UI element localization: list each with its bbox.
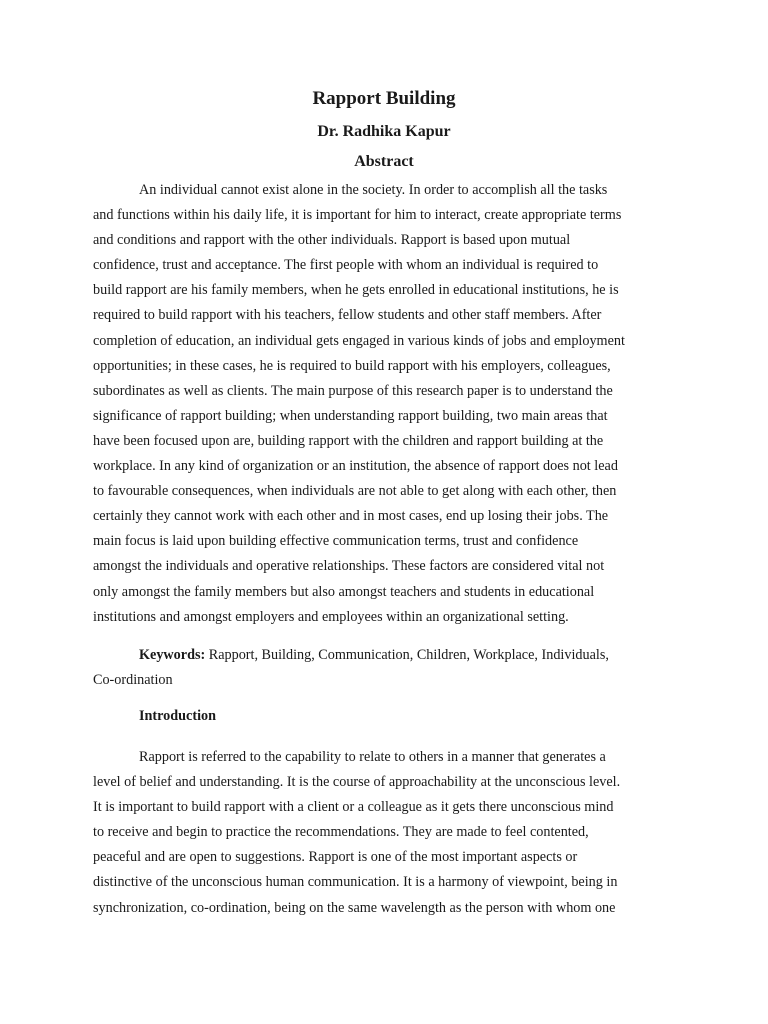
abstract-line: certainly they cannot work with each other and in most cases, end up losing their jobs. The (93, 508, 609, 525)
abstract-heading: Abstract (354, 153, 414, 170)
abstract-line: have been focused upon are, building rapport with the children and rapport building at the (93, 432, 604, 449)
introduction-line: synchronization, co-ordination, being on the same wavelength as the person with whom one (93, 899, 616, 916)
abstract-line: and conditions and rapport with the other individuals. Rapport is based upon mutual (93, 232, 571, 249)
keywords-list: Rapport, Building, Communication, Children, Workplace, Individuals, (205, 647, 609, 663)
abstract-line: to favourable consequences, when individuals are not able to get along with each other, then (93, 483, 617, 500)
abstract-paragraph (93, 178, 678, 630)
introduction-heading: Introduction (139, 708, 216, 724)
abstract-line: An individual cannot exist alone in the society. In order to accomplish all the tasks (139, 182, 608, 198)
abstract-line: and functions within his daily life, it is important for him to interact, create appropriate terms (93, 207, 622, 224)
abstract-line: amongst the individuals and operative relationships. These factors are considered vital not (93, 558, 605, 575)
keywords-line: Co-ordination (93, 672, 173, 689)
abstract-line: institutions and amongst employers and employees within an organizational setting. (93, 608, 569, 625)
abstract-line: required to build rapport with his teachers, fellow students and other staff members. After (93, 307, 602, 324)
abstract-line: only amongst the family members but also amongst teachers and students in educational (93, 583, 595, 600)
introduction-line: Rapport is referred to the capability to relate to others in a manner that generates a (139, 749, 606, 765)
introduction-line: It is important to build rapport with a client or a colleague as it gets there unconscious mind (93, 799, 614, 816)
introduction-line: peaceful and are open to suggestions. Rapport is one of the most important aspects or (93, 849, 578, 866)
abstract-line: main focus is laid upon building effective communication terms, trust and confidence (93, 533, 579, 550)
abstract-line: completion of education, an individual gets engaged in various kinds of jobs and employment (93, 332, 625, 349)
abstract-line: workplace. In any kind of organization or an institution, the absence of rapport does not lead (93, 458, 618, 475)
abstract-line: subordinates as well as clients. The main purpose of this research paper is to understand the (93, 382, 613, 399)
introduction-paragraph (93, 745, 678, 921)
keywords-paragraph (93, 643, 678, 693)
introduction-line: distinctive of the unconscious human communication. It is a harmony of viewpoint, being in (93, 874, 618, 891)
abstract-line: opportunities; in these cases, he is required to build rapport with his employers, colleagues, (93, 357, 611, 374)
keywords-line (93, 643, 678, 668)
abstract-line: confidence, trust and acceptance. The first people with whom an individual is required to (93, 257, 599, 274)
introduction-line: level of belief and understanding. It is the course of approachability at the unconscious level. (93, 774, 621, 791)
keywords-label: Keywords: (139, 647, 206, 663)
abstract-line: build rapport are his family members, when he gets enrolled in educational institutions, he is (93, 282, 619, 299)
abstract-line: significance of rapport building; when understanding rapport building, two main areas that (93, 407, 608, 424)
document-title: Rapport Building (312, 88, 456, 109)
author-name: Dr. Radhika Kapur (317, 123, 451, 140)
introduction-line: to receive and begin to practice the recommendations. They are made to feel contented, (93, 824, 589, 841)
